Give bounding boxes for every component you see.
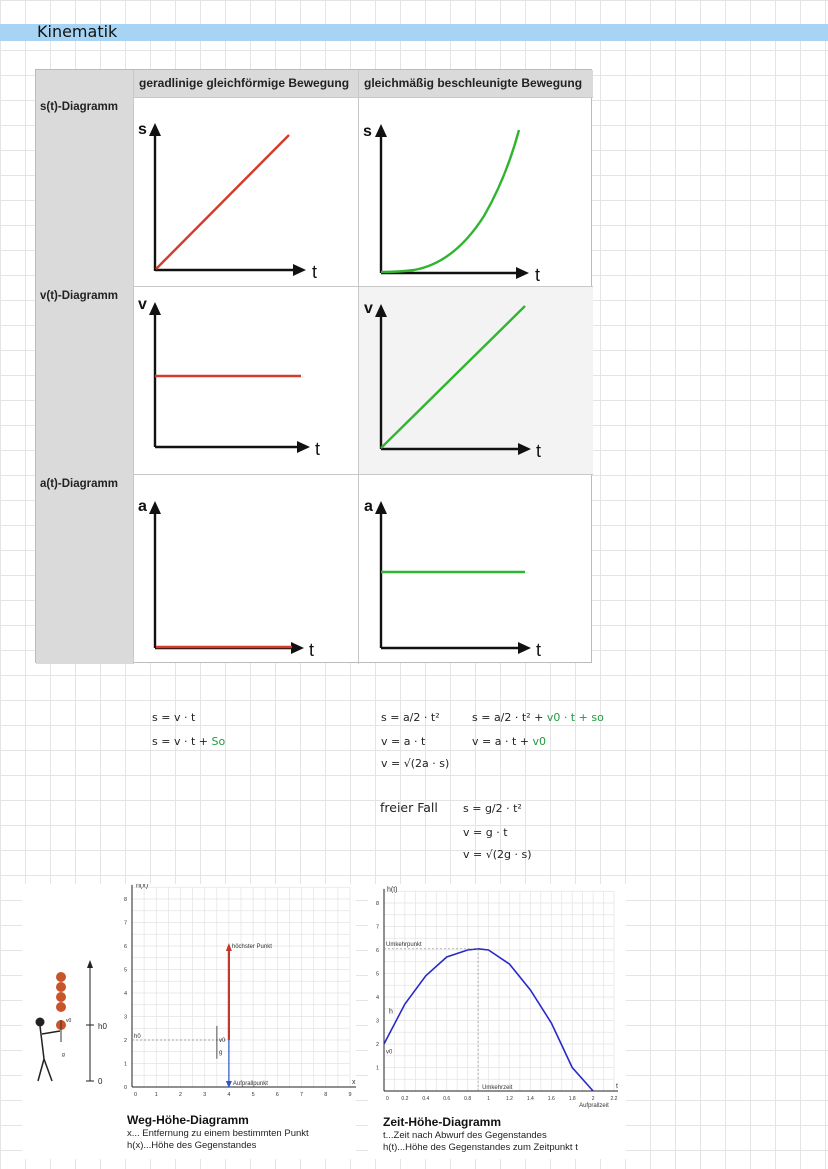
row-label-s: s(t)-Diagramm <box>36 97 133 286</box>
side-label-v0: v0 <box>66 1018 72 1024</box>
label-g: g <box>218 1049 223 1056</box>
formula-acc-v: v = a · t <box>381 735 426 748</box>
axis-label-v: v <box>364 300 373 317</box>
y-tick-label: 5 <box>123 967 127 974</box>
y-tick-label: 2 <box>375 1042 379 1048</box>
axis-label-t: t <box>312 262 318 282</box>
axis-label-s: s <box>363 123 372 140</box>
y-tick-label: 6 <box>123 944 127 950</box>
axis-label-v: v <box>138 296 147 313</box>
zeit-hoehe-panel <box>368 884 626 1159</box>
x-axis-label: t <box>616 1083 618 1090</box>
x-tick-label: 7 <box>300 1092 304 1098</box>
formula-free-fall-v: v = g · t <box>463 826 508 839</box>
side-label-g: g <box>62 1052 65 1058</box>
label-highest-point: höchster Punkt <box>231 944 272 950</box>
label-turning-point: Umkehrpunkt <box>386 941 422 948</box>
formula-uniform-2: s = v · t + So <box>152 735 226 748</box>
x-tick-label: 0.6 <box>443 1096 451 1102</box>
axis-label-t: t <box>309 640 315 660</box>
axis-label-t: t <box>536 640 542 660</box>
row-label-a: a(t)-Diagramm <box>36 474 133 664</box>
axis-label-t: t <box>535 265 541 285</box>
col-header-accelerated: gleichmäßig beschleunigte Bewegung <box>358 70 593 97</box>
axis-label-a: a <box>364 498 373 515</box>
x-tick-label: 0.4 <box>422 1096 430 1102</box>
y-tick-label: 3 <box>123 1014 127 1021</box>
y-axis-label: h(x) <box>136 884 149 890</box>
x-tick-label: 4 <box>227 1092 231 1098</box>
weg-hoehe-line1: x... Entfernung zu einem bestimmten Punkt <box>127 1128 309 1139</box>
x-tick-label: 1 <box>487 1096 490 1102</box>
axis-label-t: t <box>536 441 542 461</box>
x-tick-label: 8 <box>324 1092 328 1098</box>
x-tick-label: 0 <box>134 1092 138 1098</box>
free-fall-label: freier Fall <box>380 800 438 815</box>
formula-free-fall-s: s = g/2 · t² <box>463 802 522 815</box>
y-tick-label: 8 <box>123 897 127 903</box>
axis-label-t: t <box>315 439 321 459</box>
title-bar <box>0 24 828 41</box>
axis-label-s: s <box>138 121 147 138</box>
x-tick-label: 2.2 <box>610 1096 618 1102</box>
side-label-0: 0 <box>98 1077 103 1086</box>
side-label-h0: h0 <box>98 1022 107 1031</box>
formula-uniform-1: s = v · t <box>152 711 196 724</box>
y-tick-label: 4 <box>123 991 127 997</box>
x-tick-label: 0.2 <box>401 1096 409 1102</box>
weg-hoehe-line2: h(x)...Höhe des Gegenstandes <box>127 1140 257 1151</box>
label-v0: v0 <box>218 1038 226 1044</box>
zeit-hoehe-line1: t...Zeit nach Abwurf des Gegenstandes <box>383 1130 547 1141</box>
x-axis-label: x <box>352 1079 356 1086</box>
col-header-uniform: geradlinige gleichförmige Bewegung <box>133 70 358 97</box>
x-tick-label: 1 <box>154 1092 158 1098</box>
vt-uniform-diagram <box>133 286 358 474</box>
label-h0: h0 <box>134 1034 141 1040</box>
at-accelerated-diagram <box>358 474 593 664</box>
label-impact-time: Aufprallzeit <box>579 1103 609 1109</box>
vt-accelerated-line <box>381 306 525 448</box>
page-title: Kinematik <box>37 22 118 41</box>
zeit-hoehe-title: Zeit-Höhe-Diagramm <box>383 1115 502 1129</box>
zeit-hoehe-line2: h(t)...Höhe des Gegenstandes zum Zeitpunkt t <box>383 1142 578 1153</box>
st-uniform-line <box>156 135 289 269</box>
x-tick-label: 1.2 <box>505 1096 513 1102</box>
at-uniform-diagram <box>133 474 358 664</box>
vt-accelerated-diagram <box>358 286 593 474</box>
st-accelerated-diagram <box>358 97 593 286</box>
weg-hoehe-panel <box>22 884 356 1159</box>
x-tick-label: 2 <box>178 1092 182 1098</box>
y-tick-label: 6 <box>375 948 379 954</box>
x-tick-label: 1.4 <box>526 1096 534 1102</box>
x-tick-label: 5 <box>251 1092 255 1098</box>
kinematics-table <box>35 69 592 663</box>
y-tick-label: 4 <box>375 995 379 1001</box>
x-tick-label: 9 <box>348 1092 352 1098</box>
juggler-figure <box>36 960 108 1086</box>
y-tick-label: 5 <box>375 971 379 978</box>
x-tick-label: 1.8 <box>568 1096 576 1102</box>
y-tick-label: 8 <box>375 901 379 907</box>
y-tick-label: 2 <box>123 1038 127 1044</box>
x-tick-label: 6 <box>275 1092 279 1098</box>
x-tick-label: 0 <box>386 1096 389 1102</box>
x-tick-label: 3 <box>203 1092 207 1098</box>
y-tick-label: 1 <box>375 1065 379 1072</box>
st-accelerated-curve <box>381 130 519 272</box>
weg-hoehe-title: Weg-Höhe-Diagramm <box>127 1113 249 1127</box>
formula-acc-v-full: v = a · t + v0 <box>472 735 546 748</box>
y-tick-label: 7 <box>123 920 127 927</box>
y-tick-label: 7 <box>375 924 379 931</box>
formula-acc-s: s = a/2 · t² <box>381 711 440 724</box>
formula-acc-s-full: s = a/2 · t² + v0 · t + so <box>472 711 604 724</box>
y-tick-label: 3 <box>375 1018 379 1025</box>
x-tick-label: 1.6 <box>547 1096 555 1102</box>
y-tick-label: 0 <box>123 1085 127 1091</box>
label-h: h <box>389 1008 393 1016</box>
y-tick-label: 1 <box>123 1061 127 1068</box>
x-tick-label: 2 <box>591 1096 595 1102</box>
label-v0: v0 <box>386 1049 393 1056</box>
formula-free-fall-v-root: v = √(2g · s) <box>463 848 532 861</box>
formula-acc-v-root: v = √(2a · s) <box>381 757 450 770</box>
x-tick-label: 0.8 <box>464 1096 472 1102</box>
label-turning-time: Umkehrzeit <box>482 1085 513 1091</box>
y-axis-label: h(t) <box>387 886 398 894</box>
axis-label-a: a <box>138 498 147 515</box>
label-impact-point: Aufprallpunkt <box>232 1081 268 1087</box>
row-label-v: v(t)-Diagramm <box>36 286 133 474</box>
table-corner <box>36 70 133 97</box>
st-uniform-diagram <box>133 97 358 286</box>
